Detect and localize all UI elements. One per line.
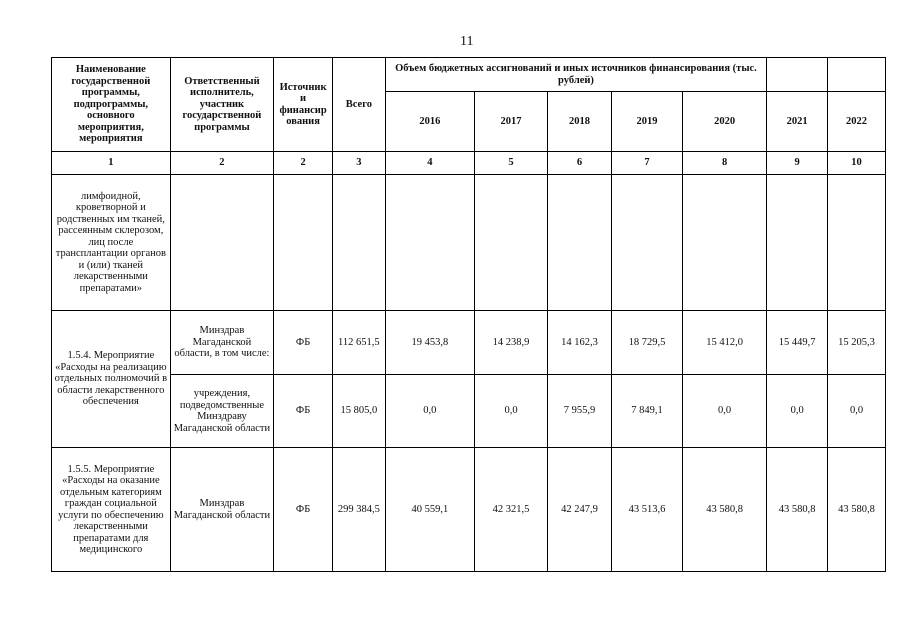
row-value: 0,0 (475, 375, 548, 448)
row-name: 1.5.5. Мероприятие «Расходы на оказание отдельным категориям граждан социальной услуги по обеспечению лекарственными препаратами для медицинского (52, 448, 171, 572)
column-number: 7 (611, 152, 682, 175)
column-number: 8 (682, 152, 766, 175)
column-number: 10 (828, 152, 886, 175)
row-name: 1.5.4. Мероприятие «Расходы на реализацию отдельных полномочий в области лекарственного обеспечения (52, 311, 171, 448)
header-blank-b (828, 58, 886, 92)
row-value: 15 205,3 (828, 311, 886, 375)
column-number: 5 (475, 152, 548, 175)
row-value: 7 955,9 (548, 375, 612, 448)
column-number: 4 (385, 152, 474, 175)
column-number: 2 (170, 152, 273, 175)
row-value: 43 580,8 (767, 448, 828, 572)
row-value (767, 175, 828, 311)
table-row (52, 375, 886, 448)
row-value: 0,0 (682, 375, 766, 448)
row-value: 7 849,1 (611, 375, 682, 448)
header-source: Источник и финансир ования (274, 58, 333, 152)
row-source (274, 175, 333, 311)
column-number: 2 (274, 152, 333, 175)
row-value: 40 559,1 (385, 448, 474, 572)
row-value: 43 580,8 (828, 448, 886, 572)
column-number-row (52, 152, 886, 175)
row-total: 15 805,0 (332, 375, 385, 448)
column-number: 1 (52, 152, 171, 175)
header-year: 2016 (385, 92, 474, 152)
row-value (475, 175, 548, 311)
budget-table (51, 57, 886, 572)
row-value: 42 247,9 (548, 448, 612, 572)
page-number: 11 (460, 34, 474, 49)
row-responsible: учреждения, подведомственные Минздраву Магаданской области (170, 375, 273, 448)
header-name: Наименование государственной программы, подпрограммы, основного мероприятия, мероприятия (52, 58, 171, 152)
row-value: 42 321,5 (475, 448, 548, 572)
row-total: 299 384,5 (332, 448, 385, 572)
row-value (548, 175, 612, 311)
row-value (682, 175, 766, 311)
header-year: 2022 (828, 92, 886, 152)
row-name: лимфоидной, кроветворной и родственных им тканей, рассеянным склерозом, лиц после трансплантации органов и (или) тканей лекарственными препаратами» (52, 175, 171, 311)
row-value: 14 162,3 (548, 311, 612, 375)
row-value: 0,0 (385, 375, 474, 448)
header-volume: Объем бюджетных ассигнований и иных источников финансирования (тыс. рублей) (385, 58, 766, 92)
row-value (611, 175, 682, 311)
row-value: 18 729,5 (611, 311, 682, 375)
row-source: ФБ (274, 375, 333, 448)
header-year: 2018 (548, 92, 612, 152)
row-source: ФБ (274, 311, 333, 375)
row-value: 19 453,8 (385, 311, 474, 375)
column-number: 9 (767, 152, 828, 175)
header-blank-a (767, 58, 828, 92)
row-value: 0,0 (828, 375, 886, 448)
row-value (828, 175, 886, 311)
header-total: Всего (332, 58, 385, 152)
header-year: 2020 (682, 92, 766, 152)
header-year: 2017 (475, 92, 548, 152)
row-total: 112 651,5 (332, 311, 385, 375)
table-row (52, 448, 886, 572)
header-responsible: Ответственный исполнитель, участник государственной программы (170, 58, 273, 152)
row-value: 15 412,0 (682, 311, 766, 375)
row-responsible: Минздрав Магаданской области (170, 448, 273, 572)
header-year: 2019 (611, 92, 682, 152)
row-value: 43 513,6 (611, 448, 682, 572)
row-value: 15 449,7 (767, 311, 828, 375)
row-value: 0,0 (767, 375, 828, 448)
row-value: 14 238,9 (475, 311, 548, 375)
row-total (332, 175, 385, 311)
row-source: ФБ (274, 448, 333, 572)
row-value (385, 175, 474, 311)
table-row (52, 311, 886, 375)
header-year: 2021 (767, 92, 828, 152)
table-row (52, 175, 886, 311)
row-value: 43 580,8 (682, 448, 766, 572)
column-number: 3 (332, 152, 385, 175)
column-number: 6 (548, 152, 612, 175)
row-responsible: Минздрав Магаданской области, в том числе: (170, 311, 273, 375)
row-responsible (170, 175, 273, 311)
